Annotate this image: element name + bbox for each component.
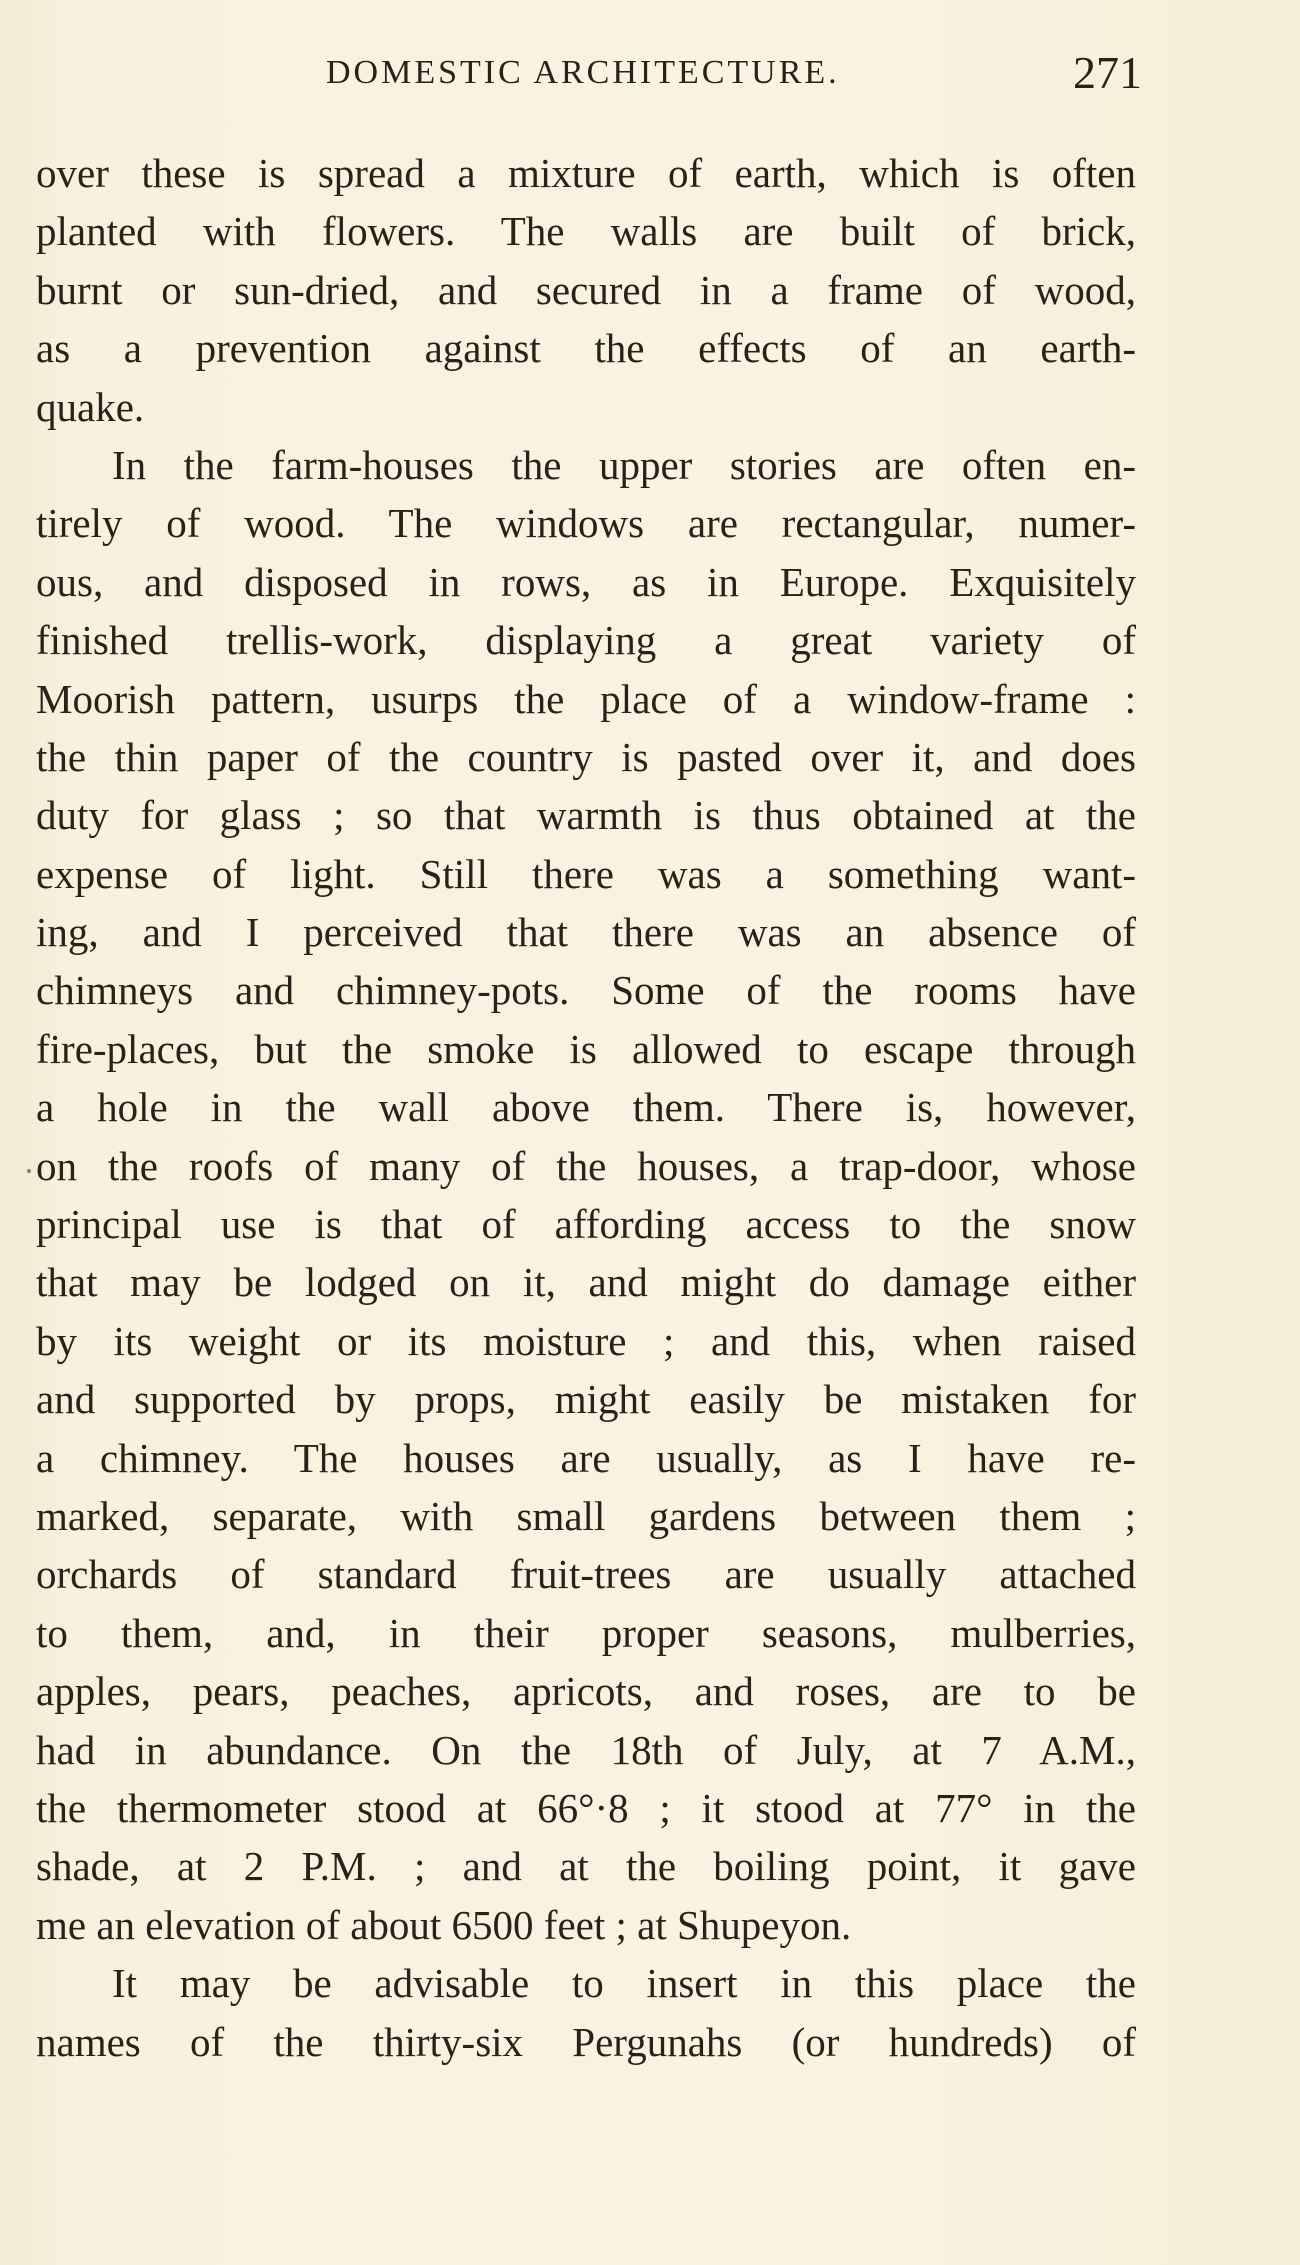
text-line: fire-places, but the smoke is allowed to escape through [36,1025,1136,1072]
text-line: ous, and disposed in rows, as in Europe. Exquisitely [36,558,1136,605]
text-line: finished trellis-work, displaying a great variety of [36,617,1136,664]
text-line: names of the thirty-six Pergunahs (or hundreds) of [36,2018,1136,2065]
text-line: me an elevation of about 6500 feet ; at Shupeyon. [36,1901,852,1948]
text-line: It may be advisable to insert in this place the [112,1960,1136,2007]
text-line: the thin paper of the country is pasted over it, and does [36,733,1136,780]
text-line: chimneys and chimney-pots. Some of the rooms have [36,967,1136,1014]
text-line: In the farm-houses the upper stories are often en- [112,441,1136,488]
text-line: shade, at 2 P.M. ; and at the boiling point, it gave [36,1843,1136,1890]
text-line: a hole in the wall above them. There is, however, [36,1084,1136,1131]
text-line: had in abundance. On the 18th of July, at 7 A.M., [36,1726,1136,1773]
text-line: expense of light. Still there was a something want- [36,850,1136,897]
text-line: duty for glass ; so that warmth is thus obtained at the [36,792,1136,839]
text-line: Moorish pattern, usurps the place of a window-frame : [36,675,1136,722]
text-line: principal use is that of affording access to the snow [36,1201,1136,1248]
text-line: by its weight or its moisture ; and this, when raised [36,1317,1136,1364]
running-title: DOMESTIC ARCHITECTURE. [326,54,840,91]
text-line: and supported by props, might easily be mistaken for [36,1376,1136,1423]
text-line: ing, and I perceived that there was an absence of [36,909,1136,956]
text-line: orchards of standard fruit-trees are usually attached [36,1551,1136,1598]
text-line: burnt or sun-dried, and secured in a frame of wood, [36,266,1136,313]
text-line: to them, and, in their proper seasons, mulberries, [36,1609,1136,1656]
text-line: planted with flowers. The walls are built of brick, [36,208,1136,255]
page-number: 271 [1073,47,1142,98]
text-line: the thermometer stood at 66°·8 ; it stood at 77° in the [36,1784,1136,1831]
text-line: on the roofs of many of the houses, a trap-door, whose [36,1142,1136,1189]
text-line: quake. [36,383,145,430]
text-line: over these is spread a mixture of earth, which is often [36,150,1136,196]
text-line: that may be lodged on it, and might do damage either [36,1259,1136,1306]
text-line: as a prevention against the effects of an earth- [36,325,1136,372]
text-line: a chimney. The houses are usually, as I have re- [36,1434,1136,1481]
body-text [36,144,1136,2071]
text-line: apples, pears, peaches, apricots, and roses, are to be [36,1668,1136,1715]
text-line: marked, separate, with small gardens between them ; [36,1492,1136,1539]
margin-mark [27,1169,31,1173]
text-line: tirely of wood. The windows are rectangular, numer- [36,500,1136,547]
running-head [36,47,1142,108]
